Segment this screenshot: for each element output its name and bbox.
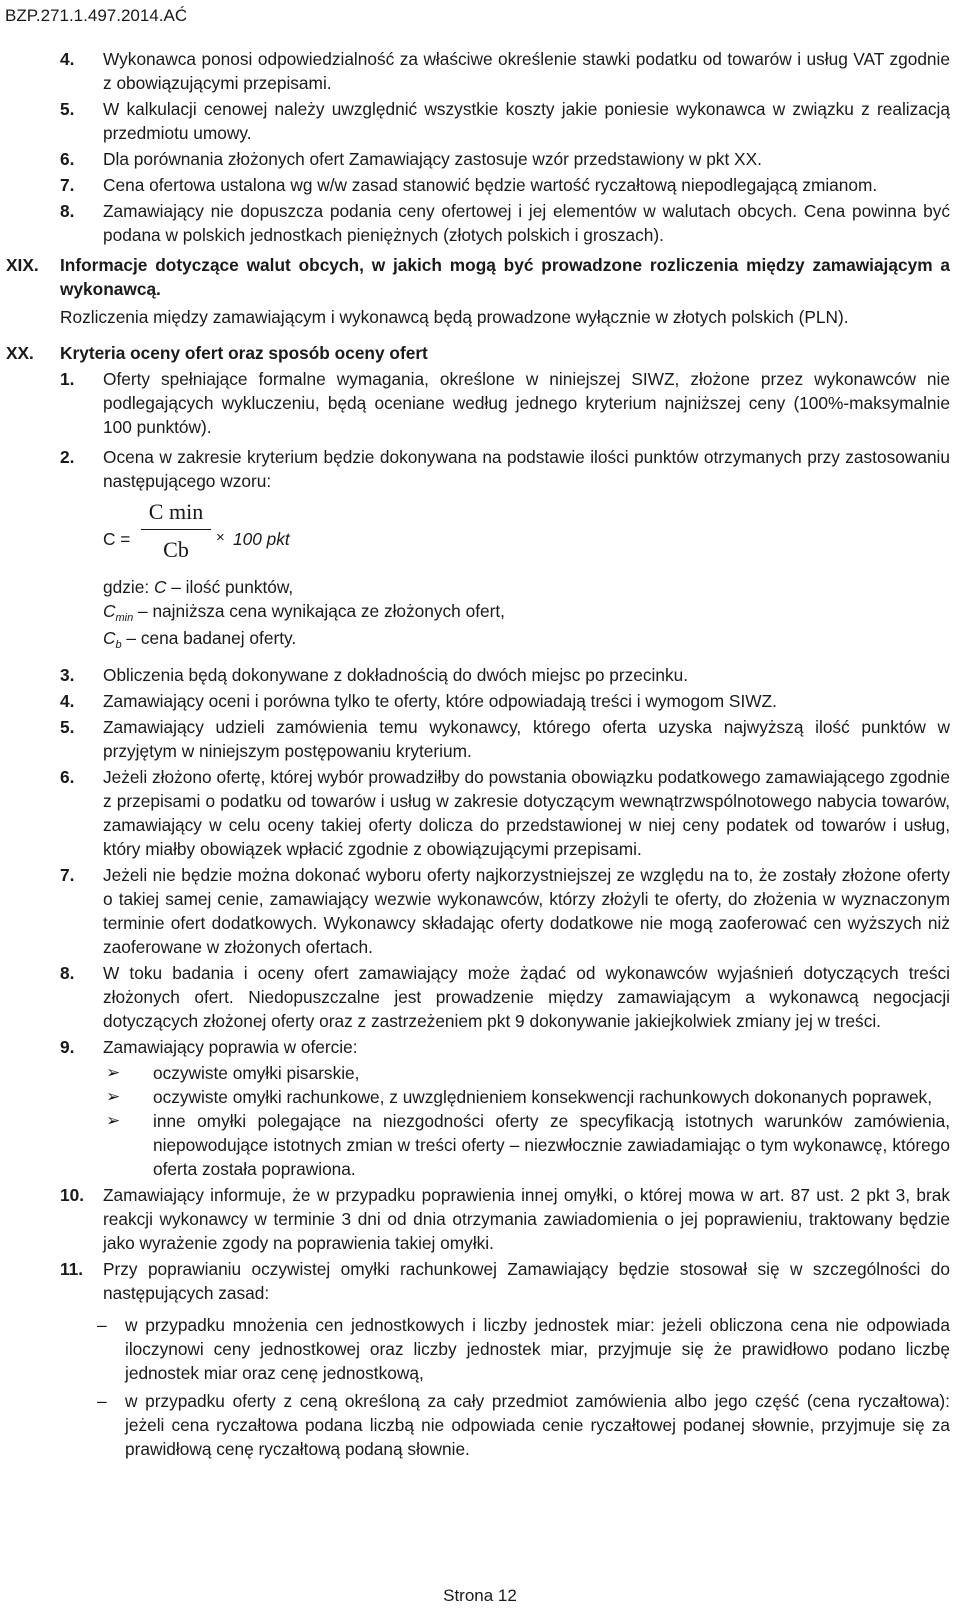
list-item	[0, 445, 960, 493]
item-number: 10.	[60, 1185, 85, 1205]
dash-text: w przypadku mnożenia cen jednostkowych i liczby jednostek miar: jeżeli obliczona cena nie odpowiada iloczynowi ceny jednostkowej oraz liczby jednostek miar, przyjmuje się że prawidłowo podano liczbę jednostek miar oraz cenę jednostkową,	[125, 1315, 950, 1383]
list-item	[0, 863, 960, 959]
section-number: XIX.	[6, 255, 39, 275]
item-number: 1.	[60, 369, 75, 389]
list-item	[0, 173, 960, 197]
subscript-b: b	[115, 639, 122, 651]
list-item	[0, 1183, 960, 1255]
subscript-min: min	[115, 612, 134, 624]
bullet-item	[0, 1085, 960, 1109]
definition-text: – najniższa cena wynikająca ze złożonych ofert,	[138, 601, 505, 621]
item-text: Zamawiający informuje, że w przypadku poprawienia innej omyłki, o której mowa w art. 87 ust. 2 pkt 3, brak reakcji wykonawcy w terminie 3 dni od dnia otrzymania zawiadomienia o jej poprawieniu, traktowany będzie jako wyrażenie zgody na poprawienia takiej omyłki.	[103, 1185, 950, 1253]
list-item	[0, 147, 960, 171]
bullet-item	[0, 1109, 960, 1181]
item-text: Jeżeli złożono ofertę, której wybór prowadziłby do powstania obowiązku podatkowego zamawiającego zgodnie z przepisami o podatku od towarów i usług w zakresie dotyczącym wewnątrzwspólnotowego nabycia towarów, zamawiający w celu oceny takiej oferty dolicza do przedstawionej w niej ceny podatek od towarów i usług, który miałby obowiązek wpłacić zgodnie z obowiązującymi przepisami.	[103, 767, 950, 859]
score-formula	[103, 499, 960, 575]
document-reference: BZP.271.1.497.2014.AĆ	[5, 6, 188, 25]
item-text: Oferty spełniające formalne wymagania, określone w niniejszej SIWZ, złożone przez wykonawców nie podlegających wykluczeniu, będą oceniane według jednego kryterium najniższej ceny (100%-maksymalnie 100 punktów).	[103, 369, 950, 437]
item-number: 6.	[60, 767, 75, 787]
list-item	[0, 1257, 960, 1305]
item-text: Cena ofertowa ustalona wg w/w zasad stanowić będzie wartość ryczałtową niepodlegającą zmianom.	[103, 175, 878, 195]
page-number: Strona 12	[443, 1586, 517, 1605]
item-number: 8.	[60, 963, 75, 983]
item-number: 7.	[60, 175, 75, 195]
item-text: W kalkulacji cenowej należy uwzględnić wszystkie koszty jakie poniesie wykonawca w związku z realizacją przedmiotu umowy.	[103, 99, 950, 143]
bullet-item	[0, 1061, 960, 1085]
arrow-bullet-icon: ➢	[106, 1063, 121, 1082]
list-item	[0, 765, 960, 861]
list-item	[0, 199, 960, 247]
section-number: XX.	[6, 343, 34, 363]
bullet-text: inne omyłki polegające na niezgodności oferty ze specyfikacją istotnych warunków zamówienia, niepowodujące istotnych zmian w treści oferty – niezwłocznie zawiadamiając o tym wykonawcę, którego oferta została poprawiona.	[153, 1111, 950, 1179]
item-text: Dla porównania złożonych ofert Zamawiający zastosuje wzór przedstawiony w pkt XX.	[103, 149, 762, 169]
section-body: Rozliczenia między zamawiającym i wykonawcą będą prowadzone wyłącznie w złotych polskich (PLN).	[60, 307, 849, 327]
definition-line	[103, 599, 960, 626]
item-text: Wykonawca ponosi odpowiedzialność za właściwe określenie stawki podatku od towarów i usług VAT zgodnie z obowiązującymi przepisami.	[103, 49, 950, 93]
item-number: 7.	[60, 865, 75, 885]
bullet-text: oczywiste omyłki pisarskie,	[153, 1063, 360, 1083]
fraction-line	[141, 529, 211, 530]
section-title: Kryteria oceny ofert oraz sposób oceny ofert	[60, 343, 428, 363]
list-item	[0, 961, 960, 1033]
list-item	[0, 1035, 960, 1059]
item-number: 4.	[60, 691, 75, 711]
item-text: Przy poprawianiu oczywistej omyłki rachunkowej Zamawiający będzie stosował się w szczególności do następujących zasad:	[103, 1259, 950, 1303]
bullet-text: oczywiste omyłki rachunkowe, z uwzględnieniem konsekwencji rachunkowych dokonanych poprawek,	[153, 1087, 932, 1107]
item-number: 5.	[60, 99, 75, 119]
dash-item	[0, 1389, 960, 1461]
symbol-cb: C	[103, 628, 116, 648]
item-text: Zamawiający udzieli zamówienia temu wykonawcy, którego oferta uzyska najwyższą ilość punktów w przyjętym w niniejszym postępowaniu kryterium.	[103, 717, 950, 761]
definition-line	[103, 626, 960, 653]
document-content	[0, 47, 960, 1461]
definition-line	[103, 575, 960, 599]
formula-lhs: C =	[103, 529, 131, 549]
item-text: Obliczenia będą dokonywane z dokładnością do dwóch miejsc po przecinku.	[103, 665, 689, 685]
item-number: 3.	[60, 665, 75, 685]
item-text: Zamawiający poprawia w ofercie:	[103, 1037, 358, 1057]
multiply-sign: ×	[216, 529, 225, 546]
item-text: Zamawiający nie dopuszcza podania ceny ofertowej i jej elementów w walutach obcych. Cena powinna być podana w polskich jednostkach pieniężnych (złotych polskich i groszach).	[103, 201, 950, 245]
item-number: 11.	[60, 1259, 84, 1279]
item-number: 2.	[60, 447, 75, 467]
definition-text: – ilość punktów,	[171, 577, 294, 597]
item-number: 5.	[60, 717, 75, 737]
formula-denominator: Cb	[163, 537, 189, 562]
list-item	[0, 663, 960, 687]
item-number: 4.	[60, 49, 75, 69]
dash-item	[0, 1313, 960, 1385]
list-item	[0, 47, 960, 95]
dash-bullet-icon: –	[97, 1391, 107, 1411]
arrow-bullet-icon: ➢	[106, 1087, 121, 1106]
item-number: 9.	[60, 1037, 75, 1057]
symbol-c: C	[153, 577, 167, 597]
dash-bullet-icon: –	[97, 1315, 107, 1335]
section-title: Informacje dotyczące walut obcych, w jakich mogą być prowadzone rozliczenia między zamawiającym a wykonawcą.	[60, 255, 950, 299]
item-number: 8.	[60, 201, 75, 221]
formula-numerator: C min	[148, 499, 204, 524]
list-item	[0, 715, 960, 763]
section-xx	[0, 341, 960, 365]
item-text: W toku badania i oceny ofert zamawiający może żądać od wykonawców wyjaśnień dotyczących treści złożonych ofert. Niedopuszczalne jest prowadzenie między zamawiającym a wykonawcą negocjacji dotyczących złożonej oferty oraz z zastrzeżeniem pkt 9 dokonywanie jakiejkolwiek zmiany jej w treści.	[103, 963, 950, 1031]
list-item	[0, 97, 960, 145]
item-text: Ocena w zakresie kryterium będzie dokonywana na podstawie ilości punktów otrzymanych przy zastosowaniu następującego wzoru:	[103, 447, 950, 491]
item-text: Zamawiający oceni i porówna tylko te oferty, które odpowiadają treści i wymogom SIWZ.	[103, 691, 777, 711]
formula-points: 100 pkt	[233, 529, 290, 549]
symbol-cmin: C	[103, 601, 116, 621]
list-item	[0, 367, 960, 439]
item-text: Jeżeli nie będzie można dokonać wyboru oferty najkorzystniejszej ze względu na to, że zostały złożone oferty o takiej samej cenie, zamawiający wezwie wykonawców, którzy złożyli te oferty, do złożenia w wyznaczonym terminie ofert dodatkowych. Wykonawcy składając oferty dodatkowe nie mogą zaoferować cen wyższych niż zaoferowane w złożonych ofertach.	[103, 865, 950, 957]
dash-text: w przypadku oferty z ceną określoną za cały przedmiot zamówienia albo jego część (cena ryczałtowa): jeżeli cena ryczałtowa podana liczbą nie odpowiada cenie ryczałtowej podanej słownie, przyjmuje się za prawidłową cenę ryczałtową podaną słownie.	[125, 1391, 950, 1459]
arrow-bullet-icon: ➢	[106, 1111, 121, 1130]
item-number: 6.	[60, 149, 75, 169]
definition-text: – cena badanej oferty.	[126, 628, 297, 648]
definition-intro: gdzie:	[103, 577, 150, 597]
section-xix	[0, 253, 960, 329]
list-item	[0, 689, 960, 713]
